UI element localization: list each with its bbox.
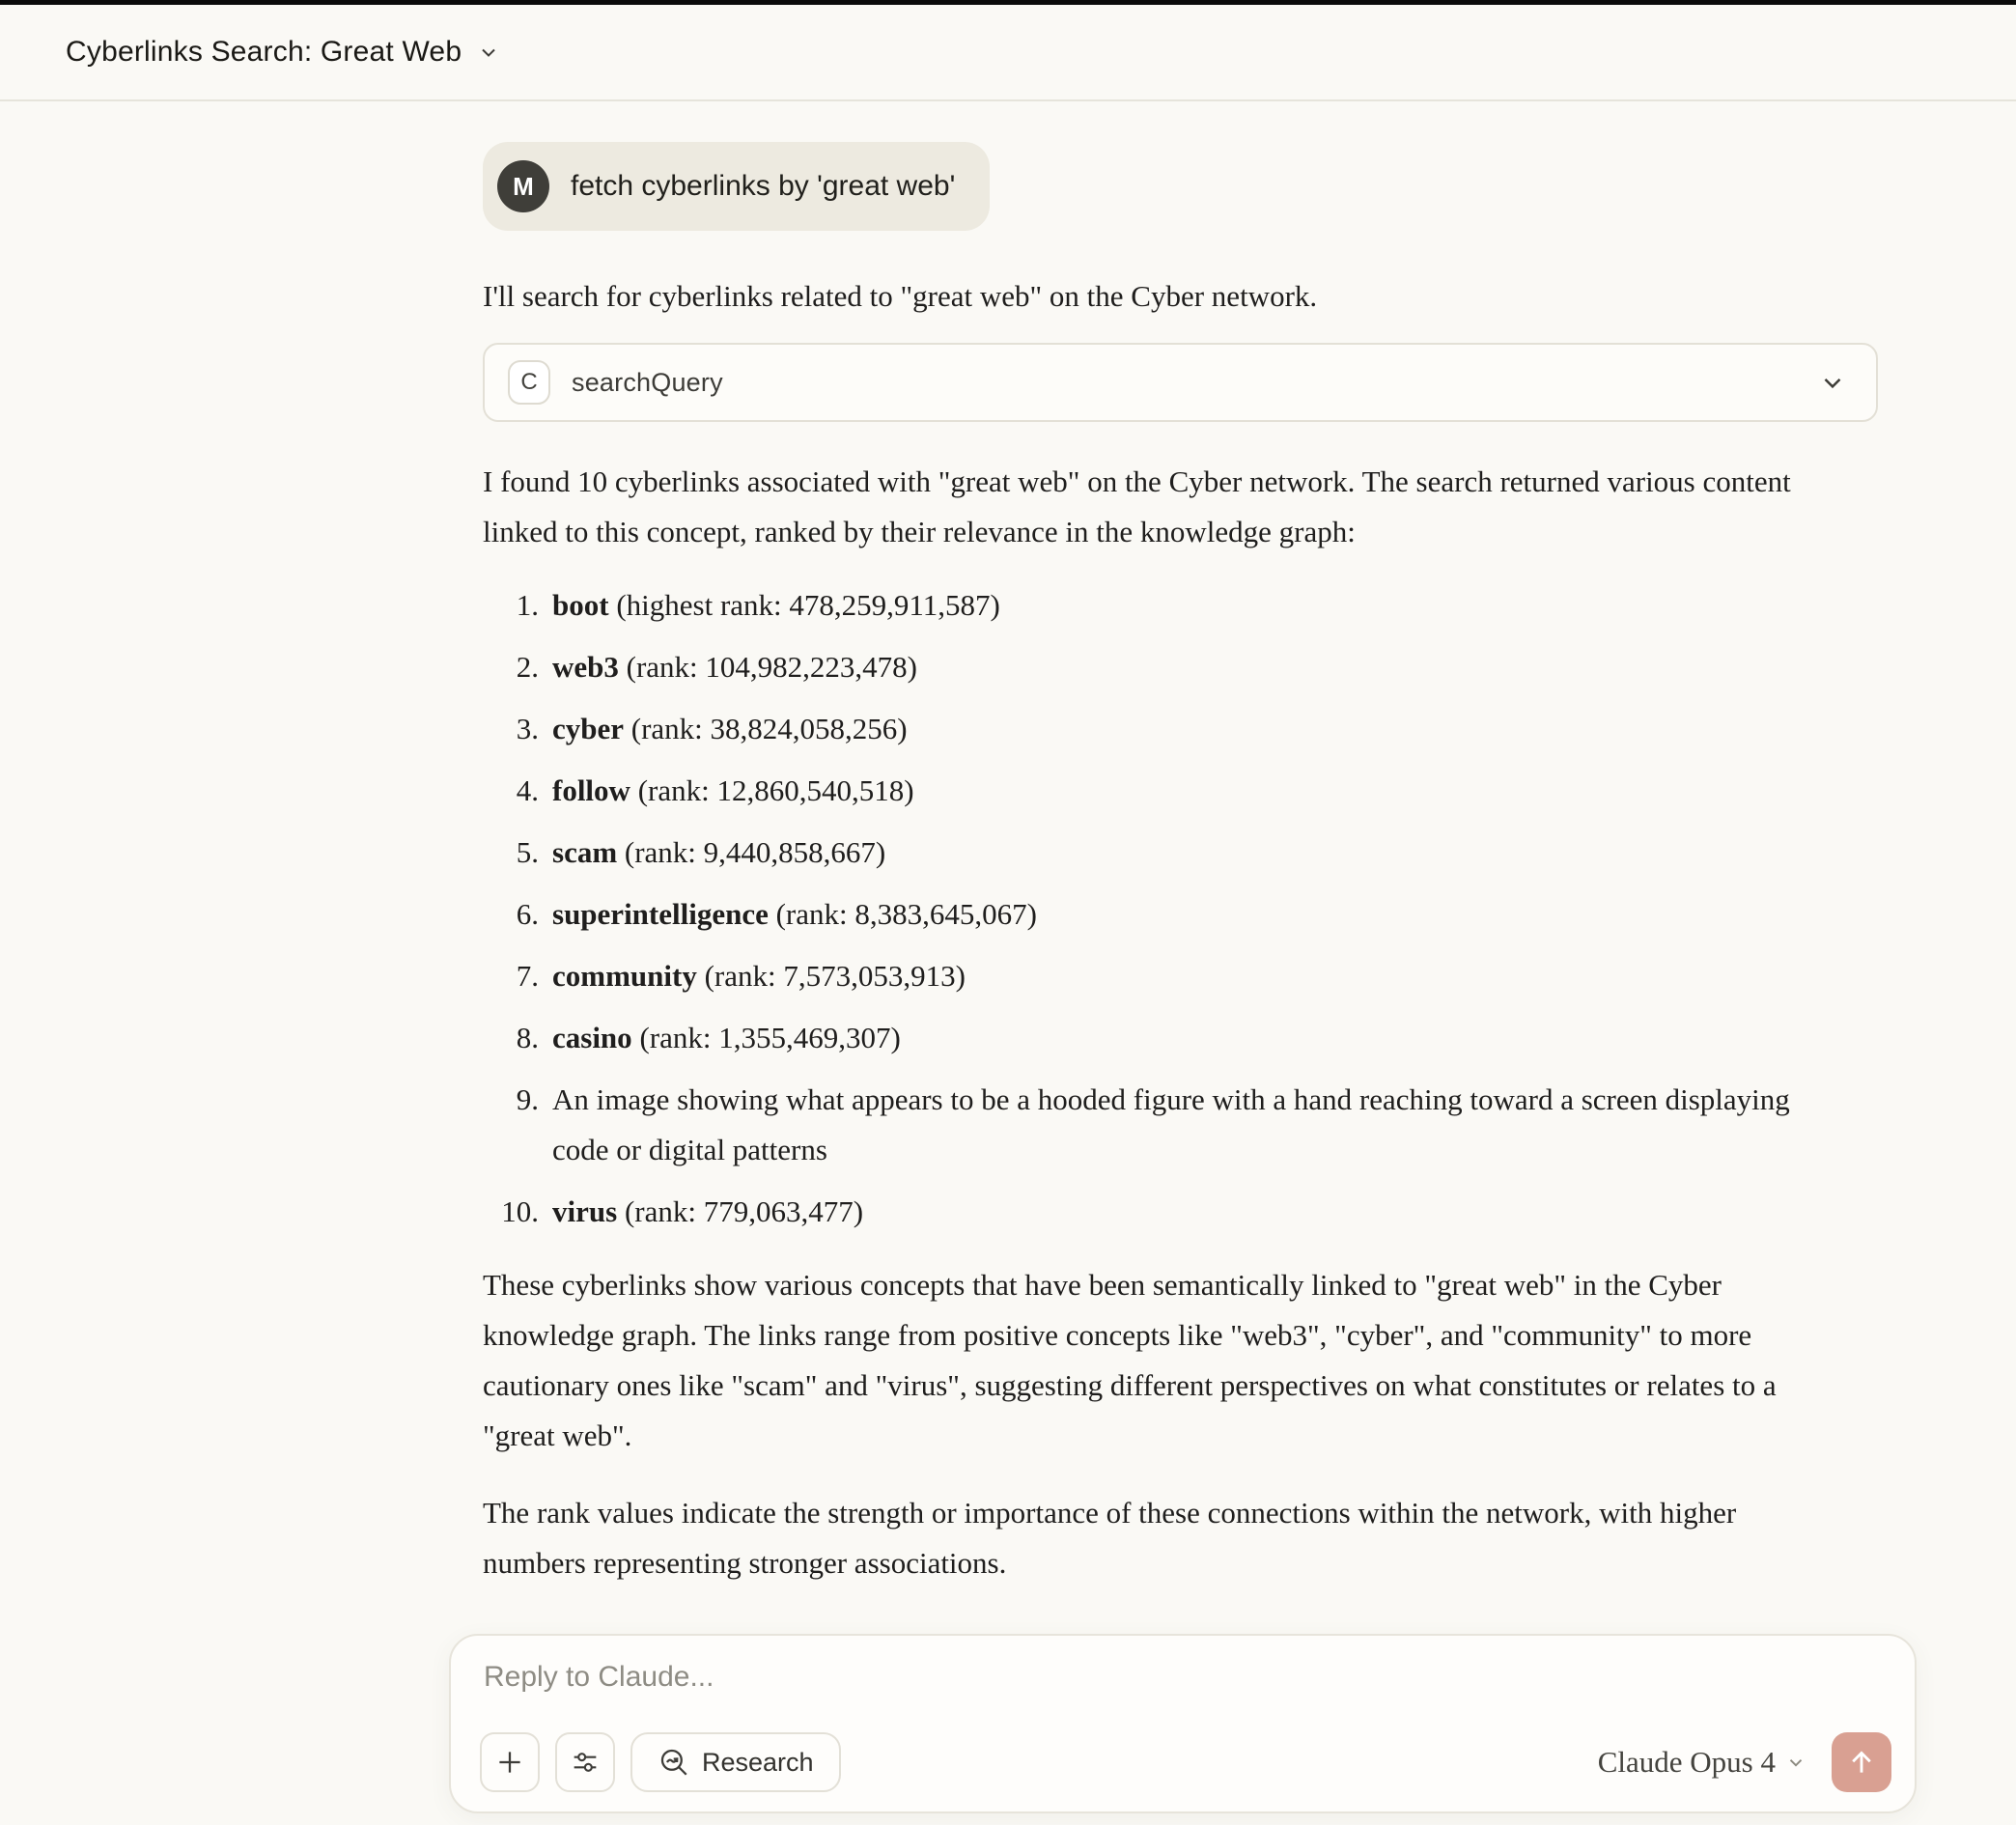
list-item [483,766,1834,816]
item-term: web3 [552,650,619,684]
list-item [483,642,1834,692]
item-number: 5. [516,835,539,869]
avatar: M [497,160,549,212]
chat-thread [483,103,1878,1588]
item-text [552,1013,1834,1063]
item-detail: (rank: 7,573,053,913) [696,959,966,993]
item-detail: (rank: 38,824,058,256) [624,712,908,745]
tool-badge: C [508,360,550,405]
assistant-intro-text: I'll search for cyberlinks related to "great web" on the Cyber network. [483,279,1318,313]
item-term: cyber [552,712,625,745]
item-number: 7. [516,959,539,993]
user-message-bubble [483,142,990,231]
list-item [483,580,1834,631]
model-label: Claude Opus 4 [1597,1745,1776,1779]
item-text [552,889,1834,940]
item-term: boot [552,588,609,622]
page-title: Cyberlinks Search: Great Web [66,36,462,68]
composer-toolbar [480,1732,1891,1792]
item-term: virus [552,1194,618,1228]
list-item [483,1075,1834,1175]
research-icon [658,1746,690,1779]
list-item [483,951,1834,1001]
chevron-down-icon [477,41,500,64]
item-text [552,1075,1834,1175]
conversation-title-menu[interactable] [66,36,500,69]
tool-name: searchQuery [572,367,723,397]
item-term: community [552,959,697,993]
list-item [483,1187,1834,1237]
arrow-up-icon [1845,1746,1878,1779]
assistant-closing-text: The rank values indicate the strength or importance of these connections within the network, with higher numbers representing stronger associations. [483,1496,1737,1580]
plus-icon [493,1746,526,1779]
item-detail: (rank: 12,860,540,518) [630,773,914,807]
item-detail: An image showing what appears to be a hooded figure with a hand reaching toward a screen displaying code or digital patterns [552,1082,1790,1166]
list-item [483,889,1834,940]
item-detail: (highest rank: 478,259,911,587) [608,588,1000,622]
tools-button[interactable] [555,1732,615,1792]
results-list [483,580,1878,1237]
user-message-text: fetch cyberlinks by 'great web' [571,170,956,202]
conversation-header [0,5,2016,101]
research-label: Research [702,1747,814,1777]
sliders-icon [570,1747,601,1778]
item-detail: (rank: 9,440,858,667) [617,835,886,869]
send-button[interactable] [1832,1732,1891,1792]
chevron-down-icon [1785,1752,1806,1773]
model-selector[interactable] [1598,1745,1806,1780]
item-text [552,642,1834,692]
item-term: superintelligence [552,897,769,931]
reply-composer [449,1634,1917,1813]
item-text [552,766,1834,816]
item-detail: (rank: 779,063,477) [617,1194,864,1228]
item-term: follow [552,773,630,807]
item-number: 9. [516,1082,539,1116]
item-term: scam [552,835,618,869]
item-number: 4. [516,773,539,807]
attach-button[interactable] [480,1732,540,1792]
item-number: 8. [516,1021,539,1054]
research-button[interactable] [630,1732,841,1792]
item-number: 3. [516,712,539,745]
item-term: casino [552,1021,632,1054]
list-item [483,828,1834,878]
item-number: 2. [516,650,539,684]
item-detail: (rank: 8,383,645,067) [768,897,1037,931]
item-text [552,580,1834,631]
list-item [483,704,1834,754]
assistant-analysis-text: These cyberlinks show various concepts that have been semantically linked to "great web" in the Cyber knowledge graph. The links range from positive concepts like "web3", "cyber", and "community" to more cautionary ones like "scam" and "virus", suggesting different perspectives on what constitutes or relates to a "great web". [483,1268,1777,1452]
chevron-down-icon[interactable] [1818,368,1847,397]
item-detail: (rank: 1,355,469,307) [631,1021,901,1054]
reply-input[interactable] [484,1661,1882,1707]
item-number: 10. [501,1194,539,1228]
item-text [552,951,1834,1001]
item-number: 6. [516,897,539,931]
item-detail: (rank: 104,982,223,478) [618,650,917,684]
item-text [552,1187,1834,1237]
list-item [483,1013,1834,1063]
item-text [552,704,1834,754]
item-text [552,828,1834,878]
item-number: 1. [516,588,539,622]
tool-call-card[interactable] [483,343,1878,422]
user-message-row [483,103,1878,231]
assistant-summary-text: I found 10 cyberlinks associated with "great web" on the Cyber network. The search returned various content linked to this concept, ranked by their relevance in the knowledge graph: [483,464,1791,548]
